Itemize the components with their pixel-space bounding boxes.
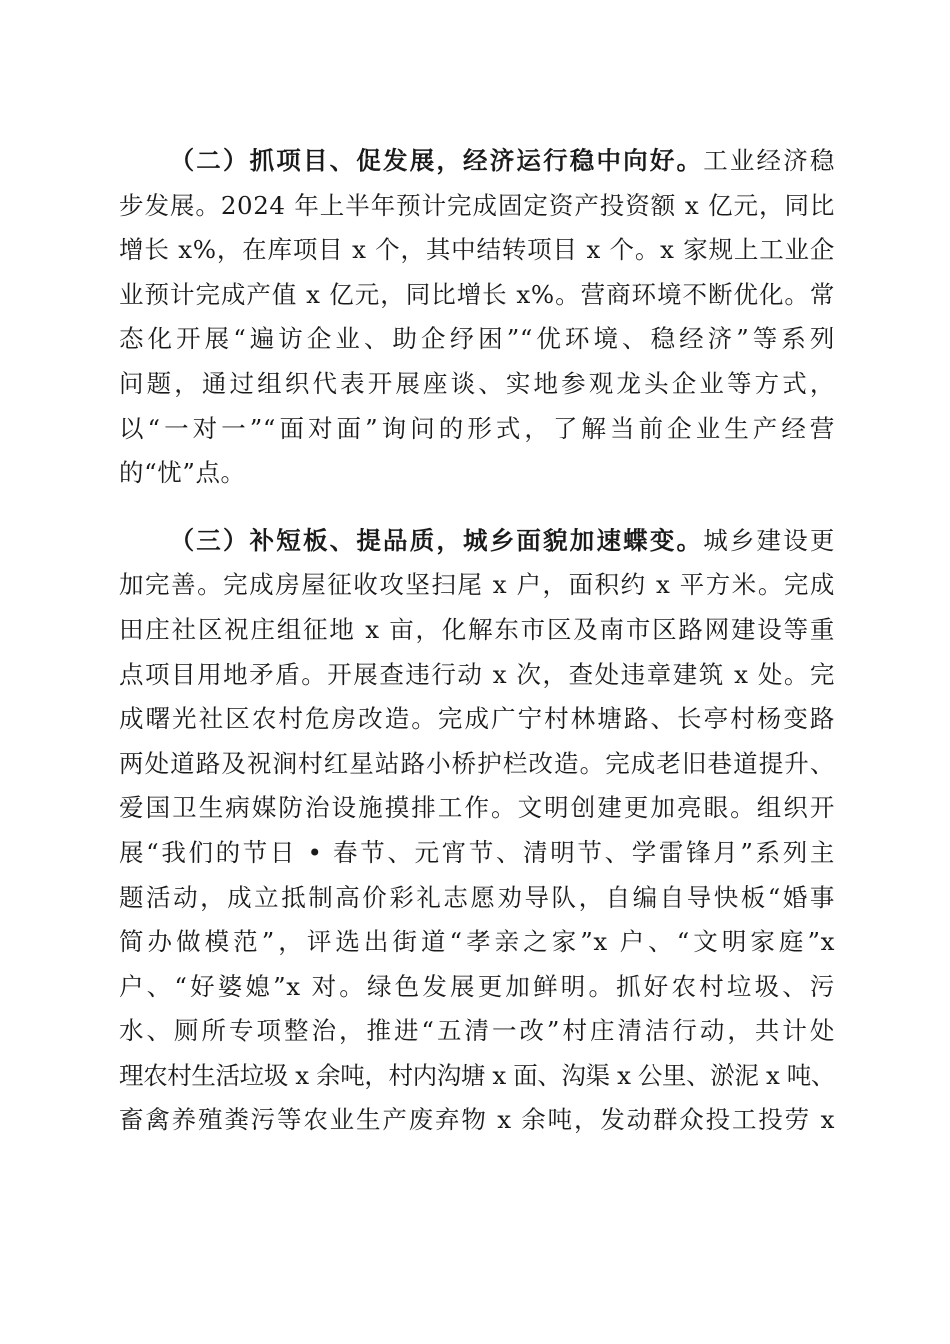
text-line: 成曙光社区农村危房改造。完成广宁村林塘路、长亭村杨变路 xyxy=(119,704,835,734)
section-heading-2: （二）抓项目、促发展，经济运行稳中向好。 xyxy=(168,146,704,175)
document-body xyxy=(119,139,835,1143)
text-line: 田庄社区祝庄组征地 x 亩，化解东市区及南市区路网建设等重 xyxy=(119,614,835,644)
text-line: 爱国卫生病媒防治设施摸排工作。文明创建更加亮眼。组织开 xyxy=(119,793,835,823)
text-line xyxy=(119,139,835,184)
text-segment: 工业经济稳 xyxy=(703,146,836,175)
text-line: 两处道路及祝涧村红星站路小桥护栏改造。完成老旧巷道提升、 xyxy=(119,748,835,778)
text-line: 步发展。2024 年上半年预计完成固定资产投资额 x 亿元，同比 xyxy=(119,190,835,220)
text-line: 点项目用地矛盾。开展查违行动 x 次，查处违章建筑 x 处。完 xyxy=(119,659,835,689)
text-line: 畜禽养殖粪污等农业生产废弃物 x 余吨，发动群众投工投劳 x xyxy=(119,1105,835,1135)
text-line: 户、“好婆媳”x 对。绿色发展更加鲜明。抓好农村垃圾、污 xyxy=(119,971,835,1001)
text-line: 水、厕所专项整治，推进“五清一改”村庄清洁行动，共计处 xyxy=(119,1016,835,1046)
text-line: 态化开展“遍访企业、助企纾困”“优环境、稳经济”等系列 xyxy=(119,324,835,354)
paragraph-urban-rural xyxy=(119,519,835,1143)
text-line: 简办做模范”，评选出街道“孝亲之家”x 户、“文明家庭”x xyxy=(119,927,835,957)
text-line: 展“我们的节日 • 春节、元宵节、清明节、学雷锋月”系列主 xyxy=(119,837,835,867)
text-line: 加完善。完成房屋征收攻坚扫尾 x 户，面积约 x 平方米。完成 xyxy=(119,570,835,600)
text-line: 题活动，成立抵制高价彩礼志愿劝导队，自编自导快板“婚事 xyxy=(119,882,835,912)
text-line: 理农村生活垃圾 x 余吨，村内沟塘 x 面、沟渠 x 公里、淤泥 x 吨、 xyxy=(119,1060,835,1090)
text-line: 以“一对一”“面对面”询问的形式，了解当前企业生产经营 xyxy=(119,413,835,443)
section-heading-3: （三）补短板、提品质，城乡面貌加速蝶变。 xyxy=(168,525,704,555)
paragraph-economy xyxy=(119,139,835,496)
text-line: 问题，通过组织代表开展座谈、实地参观龙头企业等方式， xyxy=(119,368,835,398)
text-line: 增长 x%，在库项目 x 个，其中结转项目 x 个。x 家规上工业企 xyxy=(119,235,835,265)
text-line xyxy=(119,519,835,564)
text-segment: 城乡建设更 xyxy=(703,525,836,555)
text-line: 业预计完成产值 x 亿元，同比增长 x%。营商环境不断优化。常 xyxy=(119,279,835,309)
text-line: 的“忧”点。 xyxy=(119,458,246,488)
